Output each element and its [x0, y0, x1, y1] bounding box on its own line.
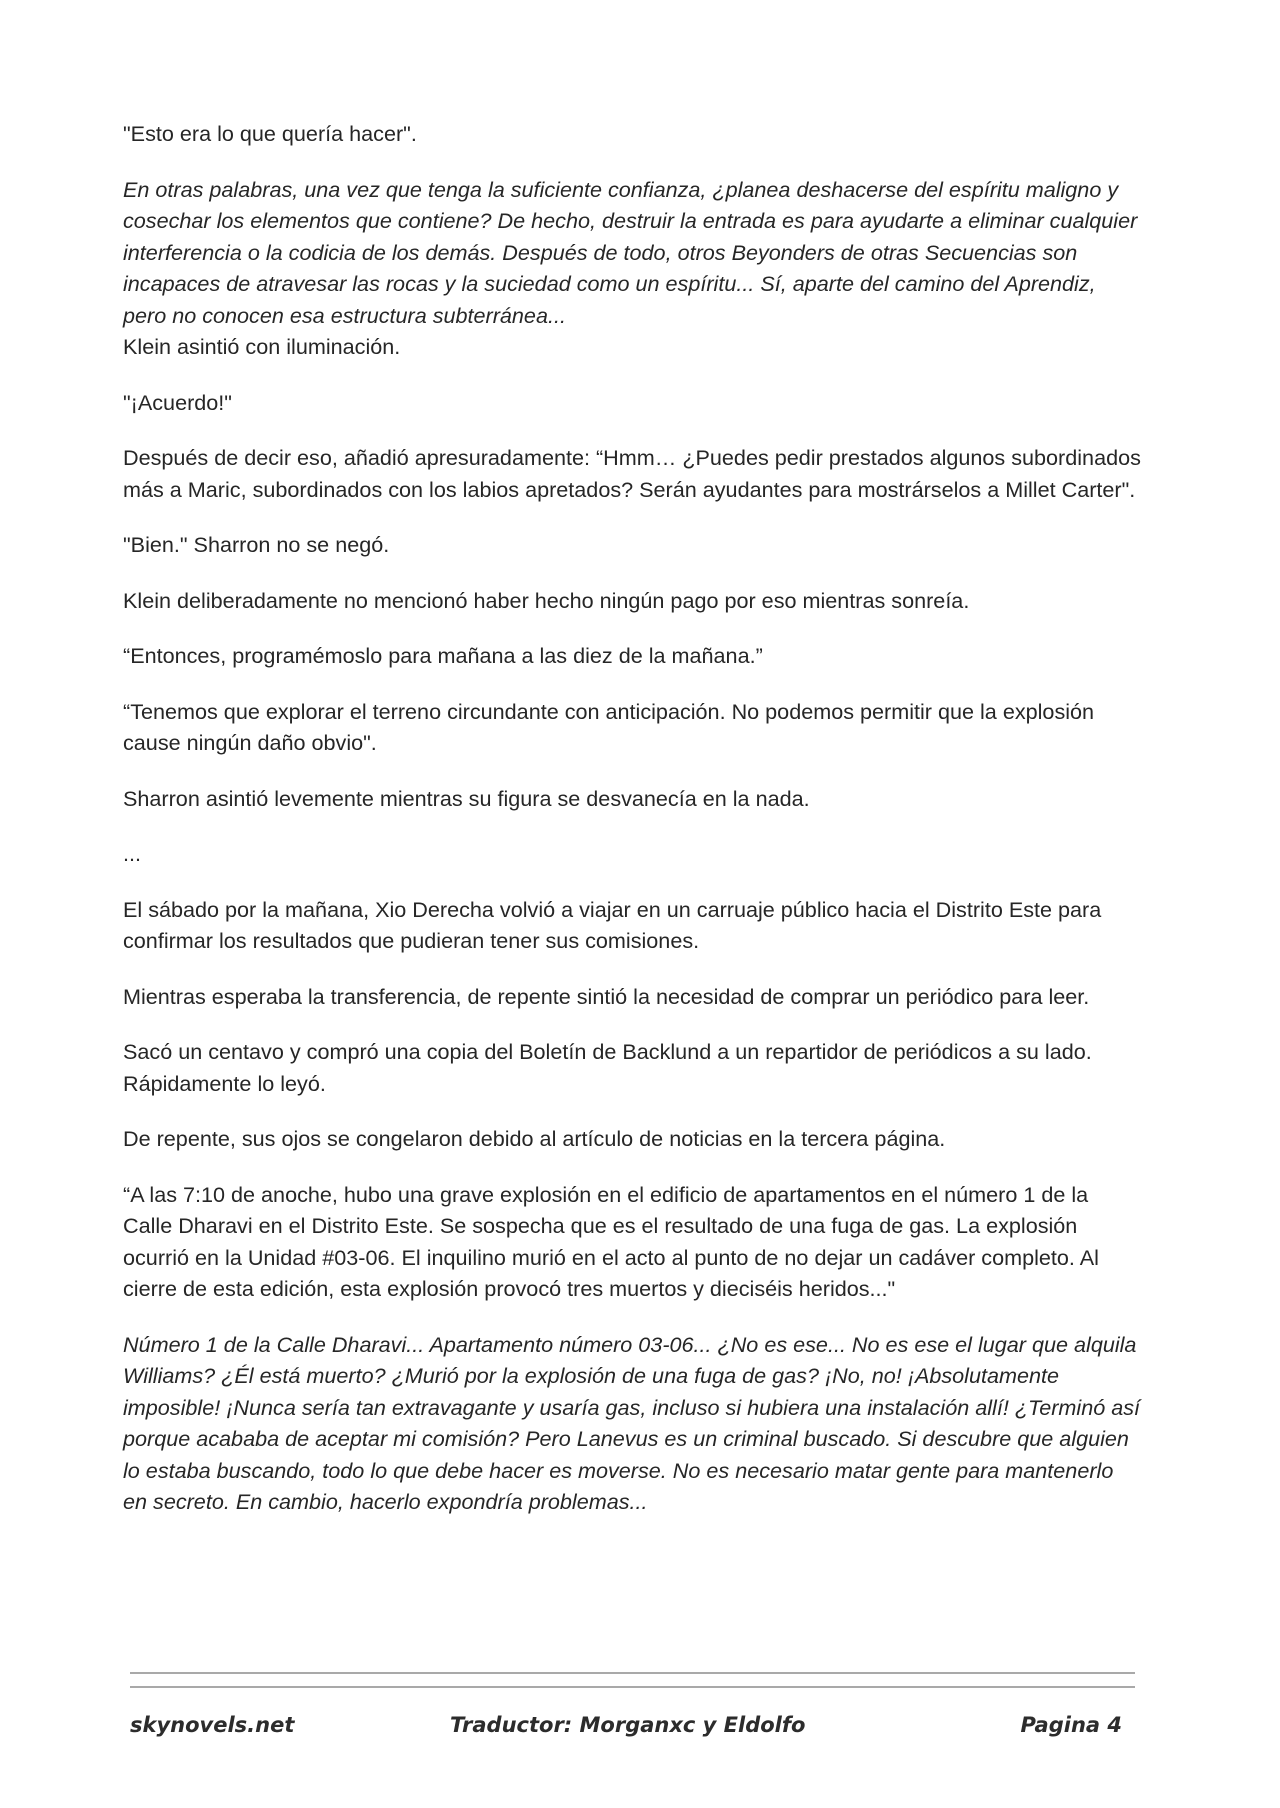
page-footer [130, 1713, 1130, 1747]
paragraph: Sharron asintió levemente mientras su figura se desvanecía en la nada. [123, 785, 810, 811]
footer-page-number: Pagina 4 [1020, 1713, 1122, 1737]
newspaper-quote: “A las 7:10 de anoche, hubo una grave explosión en el edificio de apartamentos en el número 1 de la Calle Dharavi en el Distrito Este. Se sospecha que es el resultado de una fuga de gas. La explosión ocurrió en la Unidad #03-06. El inquilino murió en el acto al punto de no dejar un cadáver completo. Al cierre de esta edición, esta explosión provocó tres muertos y dieciséis heridos..." [123, 1181, 1099, 1301]
chapter-body [123, 118, 1143, 1542]
paragraph: Klein deliberadamente no mencionó haber hecho ningún pago por eso mientras sonreía. [123, 587, 970, 613]
inner-thought-paragraph: Número 1 de la Calle Dharavi... Apartamento número 03-06... ¿No es ese... No es ese el lugar que alquila Williams? ¿Él está muerto? ¿Murió por la explosión de una fuga de gas? ¡No, no! ¡Absolutamente imposible! ¡Nunca sería tan extravagante y usaría gas, incluso si hubiera una instalación allí! ¿Terminó así porque acababa de aceptar mi comisión? Pero Lanevus es un criminal buscado. Si descubre que alguien lo estaba buscando, todo lo que debe hacer es moverse. No es necesario matar gente para mantenerlo en secreto. En cambio, hacerlo expondría problemas... [123, 1331, 1141, 1514]
divider-line [130, 1672, 1135, 1674]
footer-divider [130, 1672, 1135, 1688]
paragraph: Mientras esperaba la transferencia, de repente sintió la necesidad de comprar un periódico para leer. [123, 983, 1090, 1009]
divider-line [130, 1686, 1135, 1688]
paragraph: "¡Acuerdo!" [123, 389, 232, 415]
paragraph: “Entonces, programémoslo para mañana a las diez de la mañana.” [123, 643, 763, 668]
paragraph-tail: Klein asintió con iluminación. [123, 334, 401, 359]
inner-thought-text: En otras palabras, una vez que tenga la suficiente confianza, ¿planea deshacerse del espíritu maligno y cosechar los elementos que contiene? De hecho, destruir la entrada es para ayudarte a eliminar cualquier interferencia o la codicia de los demás. Después de todo, otros Beyonders de otras Secuencias son incapaces de atravesar las rocas y la suciedad como un espíritu... Sí, aparte del camino del Aprendiz, pero no conocen esa estructura subterránea... [123, 176, 1138, 328]
paragraph: “Tenemos que explorar el terreno circundante con anticipación. No podemos permitir que la explosión cause ningún daño obvio". [123, 698, 1095, 755]
paragraph: El sábado por la mañana, Xio Derecha volvió a viajar en un carruaje público hacia el Distrito Este para confirmar los resultados que pudieran tener sus comisiones. [123, 896, 1102, 953]
paragraph: "Bien." Sharron no se negó. [123, 532, 390, 557]
scene-break: ... [123, 841, 141, 866]
paragraph: Sacó un centavo y compró una copia del Boletín de Backlund a un repartidor de periódicos a su lado. Rápidamente lo leyó. [123, 1039, 1092, 1096]
paragraph: Después de decir eso, añadió apresuradamente: “Hmm… ¿Puedes pedir prestados algunos subordinados más a Maric, subordinados con los labios apretados? Serán ayudantes para mostrárselos a Millet Carter". [123, 445, 1141, 502]
paragraph: De repente, sus ojos se congelaron debido al artículo de noticias en la tercera página. [123, 1126, 946, 1151]
paragraph [123, 174, 1143, 363]
footer-site: skynovels.net [130, 1713, 295, 1737]
paragraph: "Esto era lo que quería hacer". [123, 121, 417, 146]
footer-translator: Traductor: Morganxc y Eldolfo [450, 1713, 806, 1737]
